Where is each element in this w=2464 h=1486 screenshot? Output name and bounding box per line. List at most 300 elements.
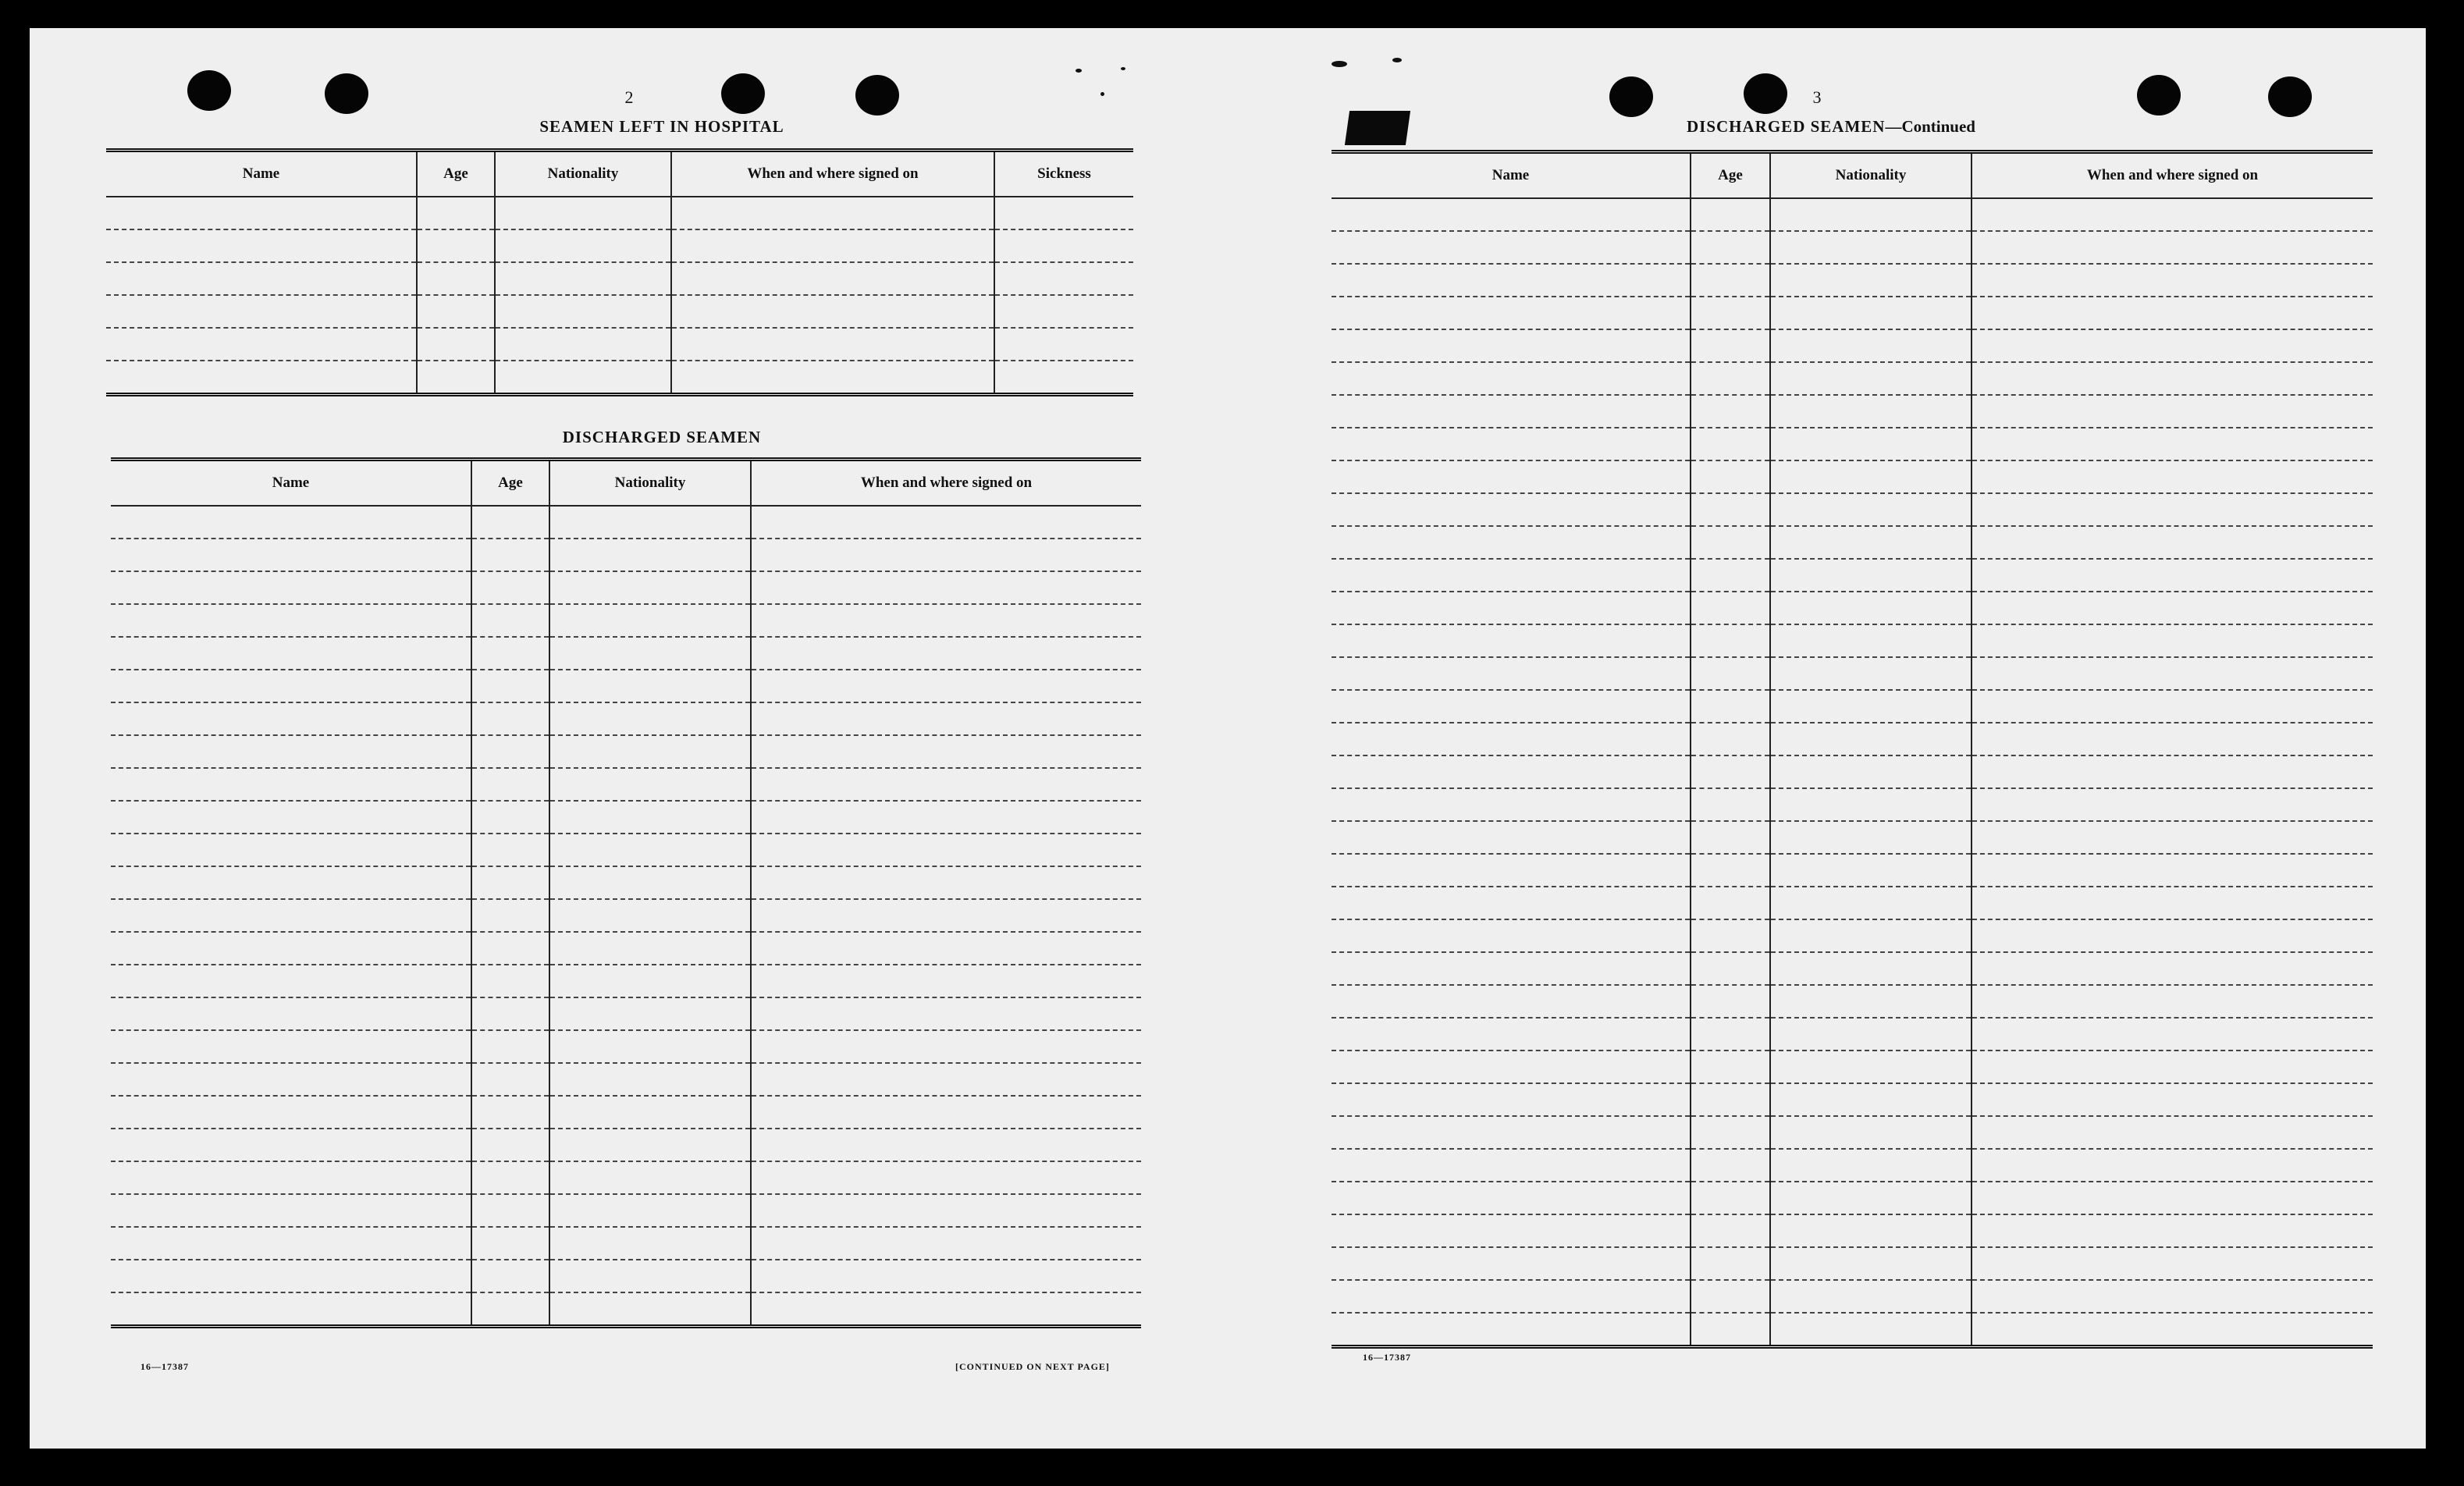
- blank-entry-cell[interactable]: [549, 866, 751, 899]
- table-row: [111, 1260, 1141, 1292]
- blank-entry-cell[interactable]: [1691, 821, 1770, 854]
- blank-entry-cell[interactable]: [549, 899, 751, 932]
- table-row: [1332, 1313, 2373, 1347]
- discharged-column-header: Name: [111, 460, 471, 507]
- blank-entry-cell[interactable]: [471, 1292, 549, 1327]
- blank-entry-cell[interactable]: [1770, 297, 1972, 329]
- blank-entry-cell[interactable]: [111, 1063, 471, 1096]
- blank-entry-cell[interactable]: [1972, 428, 2373, 460]
- blank-entry-cell[interactable]: [1332, 493, 1691, 526]
- blank-entry-cell[interactable]: [1691, 723, 1770, 755]
- blank-entry-cell[interactable]: [549, 997, 751, 1030]
- hospital-table: [106, 148, 1133, 396]
- blank-entry-cell[interactable]: [1972, 559, 2373, 592]
- table-row: [111, 965, 1141, 997]
- blank-entry-cell[interactable]: [1332, 395, 1691, 428]
- blank-entry-cell[interactable]: [417, 328, 495, 361]
- blank-entry-cell[interactable]: [1691, 1247, 1770, 1280]
- blank-entry-cell[interactable]: [1972, 1214, 2373, 1247]
- blank-entry-cell[interactable]: [111, 1129, 471, 1161]
- discharged-continued-table: [1332, 150, 2373, 1349]
- blank-entry-cell[interactable]: [1972, 362, 2373, 395]
- blank-entry-cell[interactable]: [1691, 231, 1770, 264]
- blank-entry-cell[interactable]: [111, 932, 471, 965]
- blank-entry-cell[interactable]: [1972, 1018, 2373, 1051]
- blank-entry-cell[interactable]: [1972, 1313, 2373, 1347]
- blank-entry-cell[interactable]: [1770, 264, 1972, 297]
- blank-entry-cell[interactable]: [1770, 362, 1972, 395]
- blank-entry-cell[interactable]: [549, 1030, 751, 1063]
- blank-entry-cell[interactable]: [1972, 1051, 2373, 1083]
- blank-entry-cell[interactable]: [471, 997, 549, 1030]
- blank-entry-cell[interactable]: [1770, 329, 1972, 362]
- blank-entry-cell[interactable]: [1691, 1051, 1770, 1083]
- table-row: [1332, 755, 2373, 788]
- blank-entry-cell[interactable]: [1691, 460, 1770, 493]
- blank-entry-cell[interactable]: [111, 1096, 471, 1129]
- blank-entry-cell[interactable]: [1332, 1051, 1691, 1083]
- blank-entry-cell[interactable]: [111, 670, 471, 702]
- blank-entry-cell[interactable]: [471, 506, 549, 539]
- blank-entry-cell[interactable]: [1691, 919, 1770, 952]
- blank-entry-cell[interactable]: [549, 670, 751, 702]
- blank-entry-cell[interactable]: [1691, 1018, 1770, 1051]
- blank-entry-cell[interactable]: [751, 997, 1141, 1030]
- blank-entry-cell[interactable]: [1691, 1083, 1770, 1116]
- blank-entry-cell[interactable]: [111, 899, 471, 932]
- blank-entry-cell[interactable]: [549, 539, 751, 571]
- blank-entry-cell[interactable]: [1972, 1116, 2373, 1149]
- blank-entry-cell[interactable]: [111, 702, 471, 735]
- blank-entry-cell[interactable]: [111, 506, 471, 539]
- blank-entry-cell[interactable]: [751, 735, 1141, 768]
- discharged-continued-title-suffix: —Continued: [1885, 117, 1975, 136]
- blank-entry-cell[interactable]: [1332, 1083, 1691, 1116]
- blank-entry-cell[interactable]: [495, 295, 671, 328]
- blank-entry-cell[interactable]: [1332, 428, 1691, 460]
- blank-entry-cell[interactable]: [1332, 985, 1691, 1018]
- blank-entry-cell[interactable]: [549, 1129, 751, 1161]
- blank-entry-cell[interactable]: [1972, 788, 2373, 821]
- blank-entry-cell[interactable]: [671, 197, 994, 229]
- blank-entry-cell[interactable]: [1770, 985, 1972, 1018]
- left-page: [30, 28, 1232, 1449]
- blank-entry-cell[interactable]: [549, 1063, 751, 1096]
- blank-entry-cell[interactable]: [1972, 493, 2373, 526]
- blank-entry-cell[interactable]: [1691, 493, 1770, 526]
- blank-entry-cell[interactable]: [994, 229, 1133, 262]
- blank-entry-cell[interactable]: [1332, 788, 1691, 821]
- blank-entry-cell[interactable]: [1691, 1149, 1770, 1182]
- blank-entry-cell[interactable]: [1332, 723, 1691, 755]
- blank-entry-cell[interactable]: [471, 768, 549, 801]
- blank-entry-cell[interactable]: [751, 539, 1141, 571]
- blank-entry-cell[interactable]: [471, 1227, 549, 1260]
- right-page: [1232, 28, 2426, 1449]
- blank-entry-cell[interactable]: [1332, 1116, 1691, 1149]
- blank-entry-cell[interactable]: [111, 571, 471, 604]
- blank-entry-cell[interactable]: [1332, 1280, 1691, 1313]
- blank-entry-cell[interactable]: [1770, 493, 1972, 526]
- table-row: [1332, 657, 2373, 690]
- blank-entry-cell[interactable]: [1332, 297, 1691, 329]
- blank-entry-cell[interactable]: [1332, 624, 1691, 657]
- continued-column-header: When and where signed on: [1972, 152, 2373, 199]
- blank-entry-cell[interactable]: [1972, 985, 2373, 1018]
- blank-entry-cell[interactable]: [1332, 362, 1691, 395]
- blank-entry-cell[interactable]: [1332, 231, 1691, 264]
- blank-entry-cell[interactable]: [471, 539, 549, 571]
- blank-entry-cell[interactable]: [751, 1030, 1141, 1063]
- blank-entry-cell[interactable]: [1972, 919, 2373, 952]
- blank-entry-cell[interactable]: [111, 604, 471, 637]
- table-row: [111, 1129, 1141, 1161]
- blank-entry-cell[interactable]: [1972, 526, 2373, 559]
- blank-entry-cell[interactable]: [471, 702, 549, 735]
- blank-entry-cell[interactable]: [1770, 690, 1972, 723]
- blank-entry-cell[interactable]: [1332, 1313, 1691, 1347]
- blank-entry-cell[interactable]: [549, 1260, 751, 1292]
- blank-entry-cell[interactable]: [1691, 1214, 1770, 1247]
- blank-entry-cell[interactable]: [1332, 592, 1691, 624]
- blank-entry-cell[interactable]: [751, 965, 1141, 997]
- blank-entry-cell[interactable]: [1332, 1247, 1691, 1280]
- blank-entry-cell[interactable]: [106, 328, 417, 361]
- blank-entry-cell[interactable]: [471, 1260, 549, 1292]
- blank-entry-cell[interactable]: [1972, 1182, 2373, 1214]
- blank-entry-cell[interactable]: [471, 801, 549, 834]
- blank-entry-cell[interactable]: [1332, 1182, 1691, 1214]
- blank-entry-cell[interactable]: [1770, 198, 1972, 231]
- blank-entry-cell[interactable]: [1770, 788, 1972, 821]
- blank-entry-cell[interactable]: [549, 1096, 751, 1129]
- table-row: [111, 571, 1141, 604]
- blank-entry-cell[interactable]: [549, 1227, 751, 1260]
- blank-entry-cell[interactable]: [751, 702, 1141, 735]
- blank-entry-cell[interactable]: [1691, 624, 1770, 657]
- blank-entry-cell[interactable]: [751, 768, 1141, 801]
- blank-entry-cell[interactable]: [1691, 788, 1770, 821]
- blank-entry-cell[interactable]: [471, 670, 549, 702]
- blank-entry-cell[interactable]: [1972, 1280, 2373, 1313]
- blank-entry-cell[interactable]: [1332, 952, 1691, 985]
- blank-entry-cell[interactable]: [549, 801, 751, 834]
- blank-entry-cell[interactable]: [1691, 985, 1770, 1018]
- blank-entry-cell[interactable]: [417, 229, 495, 262]
- blank-entry-cell[interactable]: [1770, 887, 1972, 919]
- blank-entry-cell[interactable]: [994, 197, 1133, 229]
- blank-entry-cell[interactable]: [751, 899, 1141, 932]
- blank-entry-cell[interactable]: [549, 604, 751, 637]
- table-row: [106, 262, 1133, 295]
- blank-entry-cell[interactable]: [1972, 329, 2373, 362]
- blank-entry-cell[interactable]: [111, 866, 471, 899]
- blank-entry-cell[interactable]: [471, 1030, 549, 1063]
- blank-entry-cell[interactable]: [471, 571, 549, 604]
- blank-entry-cell[interactable]: [1972, 264, 2373, 297]
- blank-entry-cell[interactable]: [471, 1129, 549, 1161]
- blank-entry-cell[interactable]: [1770, 428, 1972, 460]
- blank-entry-cell[interactable]: [1770, 755, 1972, 788]
- blank-entry-cell[interactable]: [549, 637, 751, 670]
- blank-entry-cell[interactable]: [671, 262, 994, 295]
- blank-entry-cell[interactable]: [495, 262, 671, 295]
- blank-entry-cell[interactable]: [549, 571, 751, 604]
- blank-entry-cell[interactable]: [1770, 821, 1972, 854]
- blank-entry-cell[interactable]: [1691, 329, 1770, 362]
- blank-entry-cell[interactable]: [111, 539, 471, 571]
- blank-entry-cell[interactable]: [1770, 1214, 1972, 1247]
- blank-entry-cell[interactable]: [751, 1260, 1141, 1292]
- blank-entry-cell[interactable]: [1691, 592, 1770, 624]
- blank-entry-cell[interactable]: [111, 997, 471, 1030]
- blank-entry-cell[interactable]: [1332, 559, 1691, 592]
- blank-entry-cell[interactable]: [549, 1292, 751, 1327]
- blank-entry-cell[interactable]: [1691, 1116, 1770, 1149]
- blank-entry-cell[interactable]: [495, 197, 671, 229]
- blank-entry-cell[interactable]: [751, 1292, 1141, 1327]
- blank-entry-cell[interactable]: [106, 197, 417, 229]
- blank-entry-cell[interactable]: [1972, 1149, 2373, 1182]
- blank-entry-cell[interactable]: [1691, 395, 1770, 428]
- blank-entry-cell[interactable]: [1972, 1247, 2373, 1280]
- blank-entry-cell[interactable]: [1972, 460, 2373, 493]
- blank-entry-cell[interactable]: [1770, 1116, 1972, 1149]
- blank-entry-cell[interactable]: [1770, 460, 1972, 493]
- ink-speck: [1076, 69, 1082, 73]
- blank-entry-cell[interactable]: [111, 1292, 471, 1327]
- table-row: [1332, 1247, 2373, 1280]
- blank-entry-cell[interactable]: [111, 735, 471, 768]
- blank-entry-cell[interactable]: [1691, 1280, 1770, 1313]
- blank-entry-cell[interactable]: [1972, 231, 2373, 264]
- blank-entry-cell[interactable]: [751, 834, 1141, 866]
- blank-entry-cell[interactable]: [751, 1129, 1141, 1161]
- blank-entry-cell[interactable]: [417, 295, 495, 328]
- blank-entry-cell[interactable]: [751, 1227, 1141, 1260]
- blank-entry-cell[interactable]: [751, 637, 1141, 670]
- blank-entry-cell[interactable]: [1770, 1247, 1972, 1280]
- blank-entry-cell[interactable]: [1691, 887, 1770, 919]
- blank-entry-cell[interactable]: [1332, 198, 1691, 231]
- blank-entry-cell[interactable]: [1332, 821, 1691, 854]
- continued-table-body: [1332, 198, 2373, 1347]
- blank-entry-cell[interactable]: [1332, 1018, 1691, 1051]
- blank-entry-cell[interactable]: [471, 637, 549, 670]
- blank-entry-cell[interactable]: [1972, 723, 2373, 755]
- blank-entry-cell[interactable]: [1770, 559, 1972, 592]
- blank-entry-cell[interactable]: [471, 604, 549, 637]
- blank-entry-cell[interactable]: [1691, 690, 1770, 723]
- blank-entry-cell[interactable]: [1972, 821, 2373, 854]
- blank-entry-cell[interactable]: [1691, 559, 1770, 592]
- blank-entry-cell[interactable]: [1770, 1051, 1972, 1083]
- blank-entry-cell[interactable]: [1972, 297, 2373, 329]
- blank-entry-cell[interactable]: [111, 1194, 471, 1227]
- blank-entry-cell[interactable]: [471, 834, 549, 866]
- blank-entry-cell[interactable]: [751, 1063, 1141, 1096]
- blank-entry-cell[interactable]: [751, 866, 1141, 899]
- blank-entry-cell[interactable]: [1770, 395, 1972, 428]
- blank-entry-cell[interactable]: [1332, 1214, 1691, 1247]
- blank-entry-cell[interactable]: [751, 801, 1141, 834]
- blank-entry-cell[interactable]: [1691, 1182, 1770, 1214]
- blank-entry-cell[interactable]: [1332, 1149, 1691, 1182]
- blank-entry-cell[interactable]: [1972, 690, 2373, 723]
- blank-entry-cell[interactable]: [671, 361, 994, 395]
- blank-entry-cell[interactable]: [106, 229, 417, 262]
- blank-entry-cell[interactable]: [751, 1161, 1141, 1194]
- blank-entry-cell[interactable]: [671, 229, 994, 262]
- blank-entry-cell[interactable]: [751, 932, 1141, 965]
- blank-entry-cell[interactable]: [1770, 854, 1972, 887]
- blank-entry-cell[interactable]: [1332, 329, 1691, 362]
- blank-entry-cell[interactable]: [751, 670, 1141, 702]
- blank-entry-cell[interactable]: [1770, 1083, 1972, 1116]
- table-row: [1332, 854, 2373, 887]
- blank-entry-cell[interactable]: [471, 932, 549, 965]
- blank-entry-cell[interactable]: [1770, 231, 1972, 264]
- blank-entry-cell[interactable]: [106, 262, 417, 295]
- blank-entry-cell[interactable]: [1770, 526, 1972, 559]
- blank-entry-cell[interactable]: [1770, 952, 1972, 985]
- blank-entry-cell[interactable]: [994, 361, 1133, 395]
- blank-entry-cell[interactable]: [994, 262, 1133, 295]
- blank-entry-cell[interactable]: [1770, 1280, 1972, 1313]
- blank-entry-cell[interactable]: [111, 801, 471, 834]
- blank-entry-cell[interactable]: [495, 229, 671, 262]
- blank-entry-cell[interactable]: [1972, 395, 2373, 428]
- blank-entry-cell[interactable]: [751, 1194, 1141, 1227]
- blank-entry-cell[interactable]: [1332, 657, 1691, 690]
- blank-entry-cell[interactable]: [1691, 755, 1770, 788]
- ink-speck: [1100, 92, 1104, 96]
- blank-entry-cell[interactable]: [471, 735, 549, 768]
- blank-entry-cell[interactable]: [1691, 264, 1770, 297]
- blank-entry-cell[interactable]: [549, 768, 751, 801]
- blank-entry-cell[interactable]: [111, 1260, 471, 1292]
- blank-entry-cell[interactable]: [1770, 624, 1972, 657]
- blank-entry-cell[interactable]: [106, 361, 417, 395]
- blank-entry-cell[interactable]: [495, 361, 671, 395]
- blank-entry-cell[interactable]: [1332, 755, 1691, 788]
- blank-entry-cell[interactable]: [1770, 1018, 1972, 1051]
- blank-entry-cell[interactable]: [1972, 198, 2373, 231]
- blank-entry-cell[interactable]: [1691, 362, 1770, 395]
- blank-entry-cell[interactable]: [1972, 952, 2373, 985]
- blank-entry-cell[interactable]: [111, 1227, 471, 1260]
- page-number: 3: [1812, 87, 1822, 107]
- blank-entry-cell[interactable]: [549, 834, 751, 866]
- blank-entry-cell[interactable]: [549, 702, 751, 735]
- blank-entry-cell[interactable]: [549, 506, 751, 539]
- blank-entry-cell[interactable]: [1691, 526, 1770, 559]
- table-row: [111, 768, 1141, 801]
- table-row: [111, 1063, 1141, 1096]
- blank-entry-cell[interactable]: [471, 1161, 549, 1194]
- blank-entry-cell[interactable]: [1770, 1313, 1972, 1347]
- blank-entry-cell[interactable]: [1332, 526, 1691, 559]
- blank-entry-cell[interactable]: [751, 1096, 1141, 1129]
- blank-entry-cell[interactable]: [1972, 854, 2373, 887]
- blank-entry-cell[interactable]: [1332, 919, 1691, 952]
- blank-entry-cell[interactable]: [994, 295, 1133, 328]
- blank-entry-cell[interactable]: [549, 932, 751, 965]
- document-sheet: [30, 28, 2426, 1449]
- blank-entry-cell[interactable]: [1691, 198, 1770, 231]
- blank-entry-cell[interactable]: [1691, 952, 1770, 985]
- blank-entry-cell[interactable]: [1770, 919, 1972, 952]
- blank-entry-cell[interactable]: [106, 295, 417, 328]
- blank-entry-cell[interactable]: [471, 866, 549, 899]
- blank-entry-cell[interactable]: [1691, 428, 1770, 460]
- punch-hole: [187, 70, 231, 111]
- blank-entry-cell[interactable]: [495, 328, 671, 361]
- blank-entry-cell[interactable]: [1972, 887, 2373, 919]
- blank-entry-cell[interactable]: [751, 506, 1141, 539]
- blank-entry-cell[interactable]: [471, 1063, 549, 1096]
- table-row: [111, 997, 1141, 1030]
- blank-entry-cell[interactable]: [549, 1194, 751, 1227]
- blank-entry-cell[interactable]: [1691, 297, 1770, 329]
- blank-entry-cell[interactable]: [1332, 854, 1691, 887]
- blank-entry-cell[interactable]: [111, 768, 471, 801]
- blank-entry-cell[interactable]: [751, 604, 1141, 637]
- blank-entry-cell[interactable]: [111, 637, 471, 670]
- blank-entry-cell[interactable]: [471, 1096, 549, 1129]
- blank-entry-cell[interactable]: [1691, 1313, 1770, 1347]
- blank-entry-cell[interactable]: [471, 899, 549, 932]
- table-row: [1332, 1116, 2373, 1149]
- blank-entry-cell[interactable]: [417, 262, 495, 295]
- blank-entry-cell[interactable]: [994, 328, 1133, 361]
- blank-entry-cell[interactable]: [1691, 854, 1770, 887]
- blank-entry-cell[interactable]: [1691, 657, 1770, 690]
- blank-entry-cell[interactable]: [1770, 1149, 1972, 1182]
- blank-entry-cell[interactable]: [417, 197, 495, 229]
- blank-entry-cell[interactable]: [1972, 657, 2373, 690]
- blank-entry-cell[interactable]: [471, 1194, 549, 1227]
- blank-entry-cell[interactable]: [111, 1161, 471, 1194]
- blank-entry-cell[interactable]: [549, 1161, 751, 1194]
- blank-entry-cell[interactable]: [549, 965, 751, 997]
- blank-entry-cell[interactable]: [1332, 264, 1691, 297]
- blank-entry-cell[interactable]: [1972, 1083, 2373, 1116]
- blank-entry-cell[interactable]: [1972, 624, 2373, 657]
- blank-entry-cell[interactable]: [549, 735, 751, 768]
- blank-entry-cell[interactable]: [671, 295, 994, 328]
- blank-entry-cell[interactable]: [1332, 690, 1691, 723]
- blank-entry-cell[interactable]: [1972, 592, 2373, 624]
- blank-entry-cell[interactable]: [1332, 887, 1691, 919]
- blank-entry-cell[interactable]: [111, 834, 471, 866]
- blank-entry-cell[interactable]: [671, 328, 994, 361]
- blank-entry-cell[interactable]: [1770, 592, 1972, 624]
- blank-entry-cell[interactable]: [1972, 755, 2373, 788]
- blank-entry-cell[interactable]: [751, 571, 1141, 604]
- blank-entry-cell[interactable]: [1770, 657, 1972, 690]
- blank-entry-cell[interactable]: [1770, 723, 1972, 755]
- blank-entry-cell[interactable]: [111, 965, 471, 997]
- blank-entry-cell[interactable]: [1770, 1182, 1972, 1214]
- blank-entry-cell[interactable]: [111, 1030, 471, 1063]
- blank-entry-cell[interactable]: [471, 965, 549, 997]
- blank-entry-cell[interactable]: [417, 361, 495, 395]
- table-row: [1332, 788, 2373, 821]
- discharged-header-row: [111, 460, 1141, 507]
- hospital-column-header: Sickness: [994, 151, 1133, 197]
- blank-entry-cell[interactable]: [1332, 460, 1691, 493]
